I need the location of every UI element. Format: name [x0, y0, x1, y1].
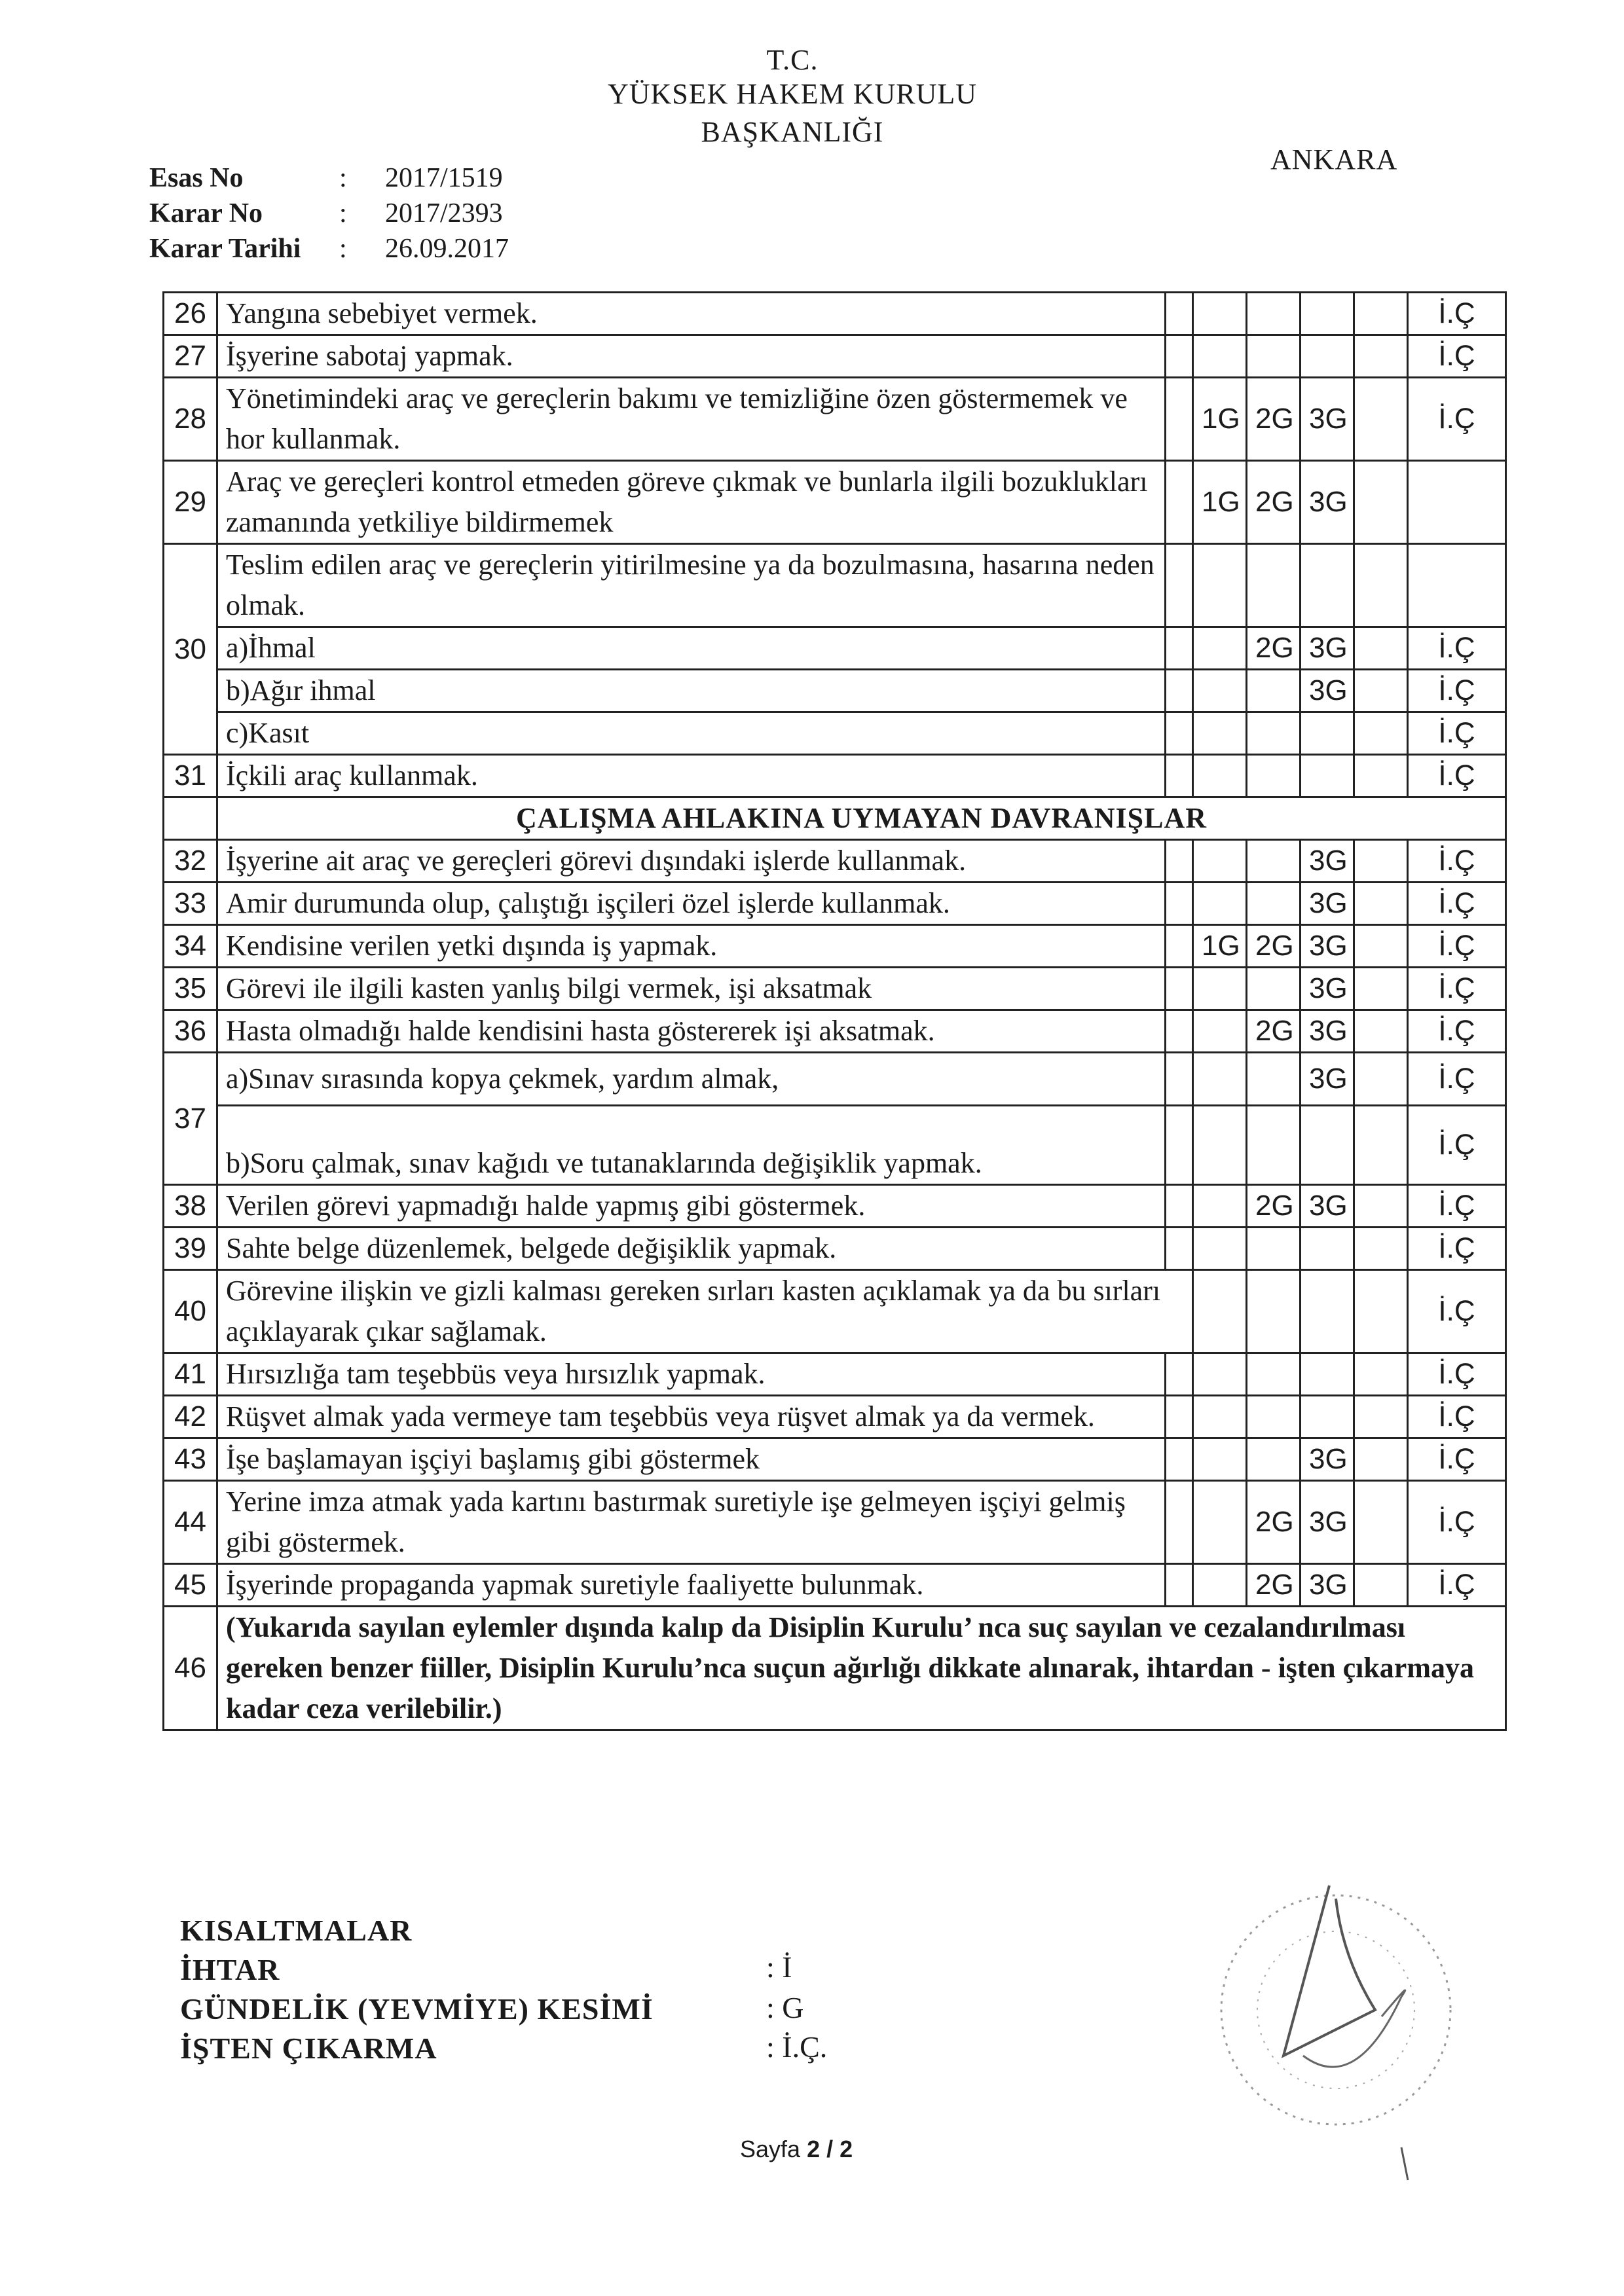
row-number: 27 [164, 335, 217, 378]
section-row [164, 797, 1506, 840]
table-row [164, 1353, 1506, 1396]
penalty-3g: 3G [1301, 1438, 1354, 1481]
penalty-2g: 2G [1247, 378, 1301, 461]
table-row [164, 883, 1506, 925]
row-number: 37 [164, 1053, 217, 1185]
abbreviation-label: GÜNDELİK (YEVMİYE) KESİMİ [180, 1992, 654, 2026]
penalty-3g: 3G [1301, 1053, 1354, 1106]
row-number: 36 [164, 1010, 217, 1053]
table-row [164, 378, 1506, 461]
row-number: 42 [164, 1396, 217, 1438]
penalty-3g: 3G [1301, 840, 1354, 883]
table-row [164, 461, 1506, 544]
abbreviations-title: KISALTMALAR [180, 1914, 413, 1947]
table-row [164, 544, 1506, 627]
table-subrow [164, 627, 1506, 670]
penalty-2g: 2G [1247, 925, 1301, 968]
table-row [164, 968, 1506, 1010]
meta-value: 26.09.2017 [385, 234, 509, 264]
penalty-2g: 2G [1247, 1481, 1301, 1564]
table-row [164, 1053, 1506, 1106]
row-number: 46 [164, 1607, 217, 1730]
meta-label: Karar No [149, 198, 263, 228]
penalty-2g: 2G [1247, 1185, 1301, 1228]
penalty-3g: 3G [1301, 925, 1354, 968]
header-presidency: BAŞKANLIĞI [701, 116, 884, 148]
header-city: ANKARA [1270, 143, 1398, 175]
row-subitem: a)Sınav sırasında kopya çekmek, yardım almak, [217, 1053, 1166, 1106]
row-subitem: a)İhmal [217, 627, 1166, 670]
penalty-dismissal: İ.Ç [1408, 1353, 1506, 1396]
row-number: 45 [164, 1564, 217, 1607]
row-number: 29 [164, 461, 217, 544]
meta-label: Esas No [149, 163, 244, 193]
row-number: 30 [164, 544, 217, 755]
abbreviation-value: : İ [766, 1950, 792, 1984]
row-subitem: c)Kasıt [217, 712, 1166, 755]
official-seal-stamp [1205, 1859, 1480, 2187]
meta-colon: : [339, 198, 347, 228]
penalty-3g: 3G [1301, 670, 1354, 712]
seal-inner-ring [1257, 1931, 1414, 2088]
row-number: 41 [164, 1353, 217, 1396]
row-text: İşyerine ait araç ve gereçleri görevi dışındaki işlerde kullanmak. [217, 840, 1166, 883]
row-text: Yönetimindeki araç ve gereçlerin bakımı ve temizliğine özen göstermemek ve hor kullanmak. [217, 378, 1166, 461]
penalty-3g: 3G [1301, 1481, 1354, 1564]
table-row [164, 755, 1506, 797]
penalty-dismissal: İ.Ç [1408, 378, 1506, 461]
table-subrow [164, 1106, 1506, 1185]
row-text: Sahte belge düzenlemek, belgede değişiklik yapmak. [217, 1228, 1166, 1270]
penalty-dismissal: İ.Ç [1408, 1185, 1506, 1228]
row-text: İşe başlamayan işçiyi başlamış gibi göstermek [217, 1438, 1166, 1481]
penalty-dismissal: İ.Ç [1408, 1053, 1506, 1106]
row-number: 35 [164, 968, 217, 1010]
header-institution: YÜKSEK HAKEM KURULU [607, 78, 978, 110]
penalty-1g: 1G [1193, 461, 1247, 544]
row-text: İşyerinde propaganda yapmak suretiyle faaliyette bulunmak. [217, 1564, 1166, 1607]
table-subrow [164, 670, 1506, 712]
seal-outer-ring [1221, 1895, 1450, 2124]
penalty-dismissal: İ.Ç [1408, 968, 1506, 1010]
penalty-3g: 3G [1301, 1010, 1354, 1053]
table-row [164, 1396, 1506, 1438]
row-subitem: b)Ağır ihmal [217, 670, 1166, 712]
penalty-2g: 2G [1247, 461, 1301, 544]
page-number-prefix: Sayfa [740, 2136, 807, 2162]
penalty-dismissal: İ.Ç [1408, 712, 1506, 755]
table-row [164, 1270, 1506, 1353]
table-row [164, 1438, 1506, 1481]
penalty-dismissal: İ.Ç [1408, 1010, 1506, 1053]
row-number: 40 [164, 1270, 217, 1353]
penalty-dismissal: İ.Ç [1408, 840, 1506, 883]
abbreviation-label: İHTAR [180, 1953, 280, 1986]
abbreviation-label: İŞTEN ÇIKARMA [180, 2032, 437, 2065]
row-text: Yangına sebebiyet vermek. [217, 293, 1166, 335]
meta-karar-no [149, 198, 503, 229]
row-number: 43 [164, 1438, 217, 1481]
row-text: Verilen görevi yapmadığı halde yapmış gibi göstermek. [217, 1185, 1166, 1228]
penalty-3g: 3G [1301, 378, 1354, 461]
meta-esas-no [149, 162, 503, 194]
row-text: Yerine imza atmak yada kartını bastırmak suretiyle işe gelmeyen işçiyi gelmiş gibi göstermek. [217, 1481, 1166, 1564]
penalty-dismissal: İ.Ç [1408, 293, 1506, 335]
row-text: Araç ve gereçleri kontrol etmeden göreve çıkmak ve bunlarla ilgili bozuklukları zamanında yetkiliye bildirmemek [217, 461, 1166, 544]
penalty-3g: 3G [1301, 968, 1354, 1010]
penalty-2g: 2G [1247, 1010, 1301, 1053]
abbreviation-value: : G [766, 1991, 804, 2024]
row-text: Kendisine verilen yetki dışında iş yapmak. [217, 925, 1166, 968]
row-subitem: b)Soru çalmak, sınav kağıdı ve tutanaklarında değişiklik yapmak. [217, 1106, 1166, 1185]
row-text: Amir durumunda olup, çalıştığı işçileri özel işlerde kullanmak. [217, 883, 1166, 925]
row-text: Rüşvet almak yada vermeye tam teşebbüs veya rüşvet almak ya da vermek. [217, 1396, 1166, 1438]
penalty-dismissal: İ.Ç [1408, 1396, 1506, 1438]
row-number: 44 [164, 1481, 217, 1564]
signature-stroke [1303, 1990, 1405, 2067]
meta-value: 2017/1519 [385, 163, 503, 193]
penalty-dismissal: İ.Ç [1408, 883, 1506, 925]
row-number: 33 [164, 883, 217, 925]
section-heading: ÇALIŞMA AHLAKINA UYMAYAN DAVRANIŞLAR [217, 797, 1506, 840]
table-row [164, 1185, 1506, 1228]
penalty-dismissal: İ.Ç [1408, 1106, 1506, 1185]
row-text: Hasta olmadığı halde kendisini hasta göstererek işi aksatmak. [217, 1010, 1166, 1053]
row-text: Görevine ilişkin ve gizli kalması gereken sırları kasten açıklamak ya da bu sırları açıklayarak çıkar sağlamak. [217, 1270, 1193, 1353]
row-number: 38 [164, 1185, 217, 1228]
table-row [164, 1481, 1506, 1564]
penalty-dismissal: İ.Ç [1408, 925, 1506, 968]
penalty-dismissal: İ.Ç [1408, 1564, 1506, 1607]
table-row [164, 840, 1506, 883]
penalty-dismissal: İ.Ç [1408, 627, 1506, 670]
abbreviation-value: : İ.Ç. [766, 2030, 828, 2064]
penalty-1g: 1G [1193, 378, 1247, 461]
table-row [164, 335, 1506, 378]
meta-colon: : [339, 234, 347, 264]
row-number: 39 [164, 1228, 217, 1270]
penalty-3g: 3G [1301, 883, 1354, 925]
table-row [164, 1010, 1506, 1053]
signature-tail [1401, 2147, 1408, 2180]
meta-label: Karar Tarihi [149, 234, 301, 264]
row-number: 31 [164, 755, 217, 797]
row-text: İçkili araç kullanmak. [217, 755, 1166, 797]
table-row [164, 293, 1506, 335]
row-number: 26 [164, 293, 217, 335]
header-tc: T.C. [766, 44, 819, 76]
penalty-dismissal: İ.Ç [1408, 1270, 1506, 1353]
penalty-dismissal: İ.Ç [1408, 1228, 1506, 1270]
table-row [164, 1607, 1506, 1730]
table-row [164, 1228, 1506, 1270]
meta-karar-tarihi [149, 233, 509, 264]
penalty-2g: 2G [1247, 627, 1301, 670]
penalty-1g: 1G [1193, 925, 1247, 968]
meta-value: 2017/2393 [385, 198, 503, 228]
row-text-general-clause: (Yukarıda sayılan eylemler dışında kalıp da Disiplin Kurulu’ nca suç sayılan ve cezalandırılması gereken benzer fiiller, Disiplin Kurulu’nca suçun ağırlığı dikkate alınarak, ihtardan - işten çıkarmaya kadar ceza verilebilir.) [217, 1607, 1506, 1730]
penalty-3g: 3G [1301, 461, 1354, 544]
penalty-3g: 3G [1301, 627, 1354, 670]
page-number [740, 2136, 853, 2163]
row-text: Görevi ile ilgili kasten yanlış bilgi vermek, işi aksatmak [217, 968, 1166, 1010]
penalty-dismissal: İ.Ç [1408, 1438, 1506, 1481]
penalty-dismissal: İ.Ç [1408, 335, 1506, 378]
table-row [164, 925, 1506, 968]
row-number: 34 [164, 925, 217, 968]
row-number: 32 [164, 840, 217, 883]
meta-colon: : [339, 163, 347, 193]
table-row [164, 1564, 1506, 1607]
penalty-dismissal: İ.Ç [1408, 670, 1506, 712]
penalty-table [162, 291, 1507, 1731]
row-text: Teslim edilen araç ve gereçlerin yitirilmesine ya da bozulmasına, hasarına neden olmak. [217, 544, 1166, 627]
penalty-dismissal: İ.Ç [1408, 1481, 1506, 1564]
row-number: 28 [164, 378, 217, 461]
penalty-dismissal: İ.Ç [1408, 755, 1506, 797]
penalty-2g: 2G [1247, 1564, 1301, 1607]
table-subrow [164, 712, 1506, 755]
penalty-3g: 3G [1301, 1185, 1354, 1228]
signature-stroke [1283, 1886, 1375, 2056]
row-text: Hırsızlığa tam teşebbüs veya hırsızlık yapmak. [217, 1353, 1166, 1396]
page-number-value: 2 / 2 [807, 2136, 853, 2162]
row-text: İşyerine sabotaj yapmak. [217, 335, 1166, 378]
penalty-3g: 3G [1301, 1564, 1354, 1607]
